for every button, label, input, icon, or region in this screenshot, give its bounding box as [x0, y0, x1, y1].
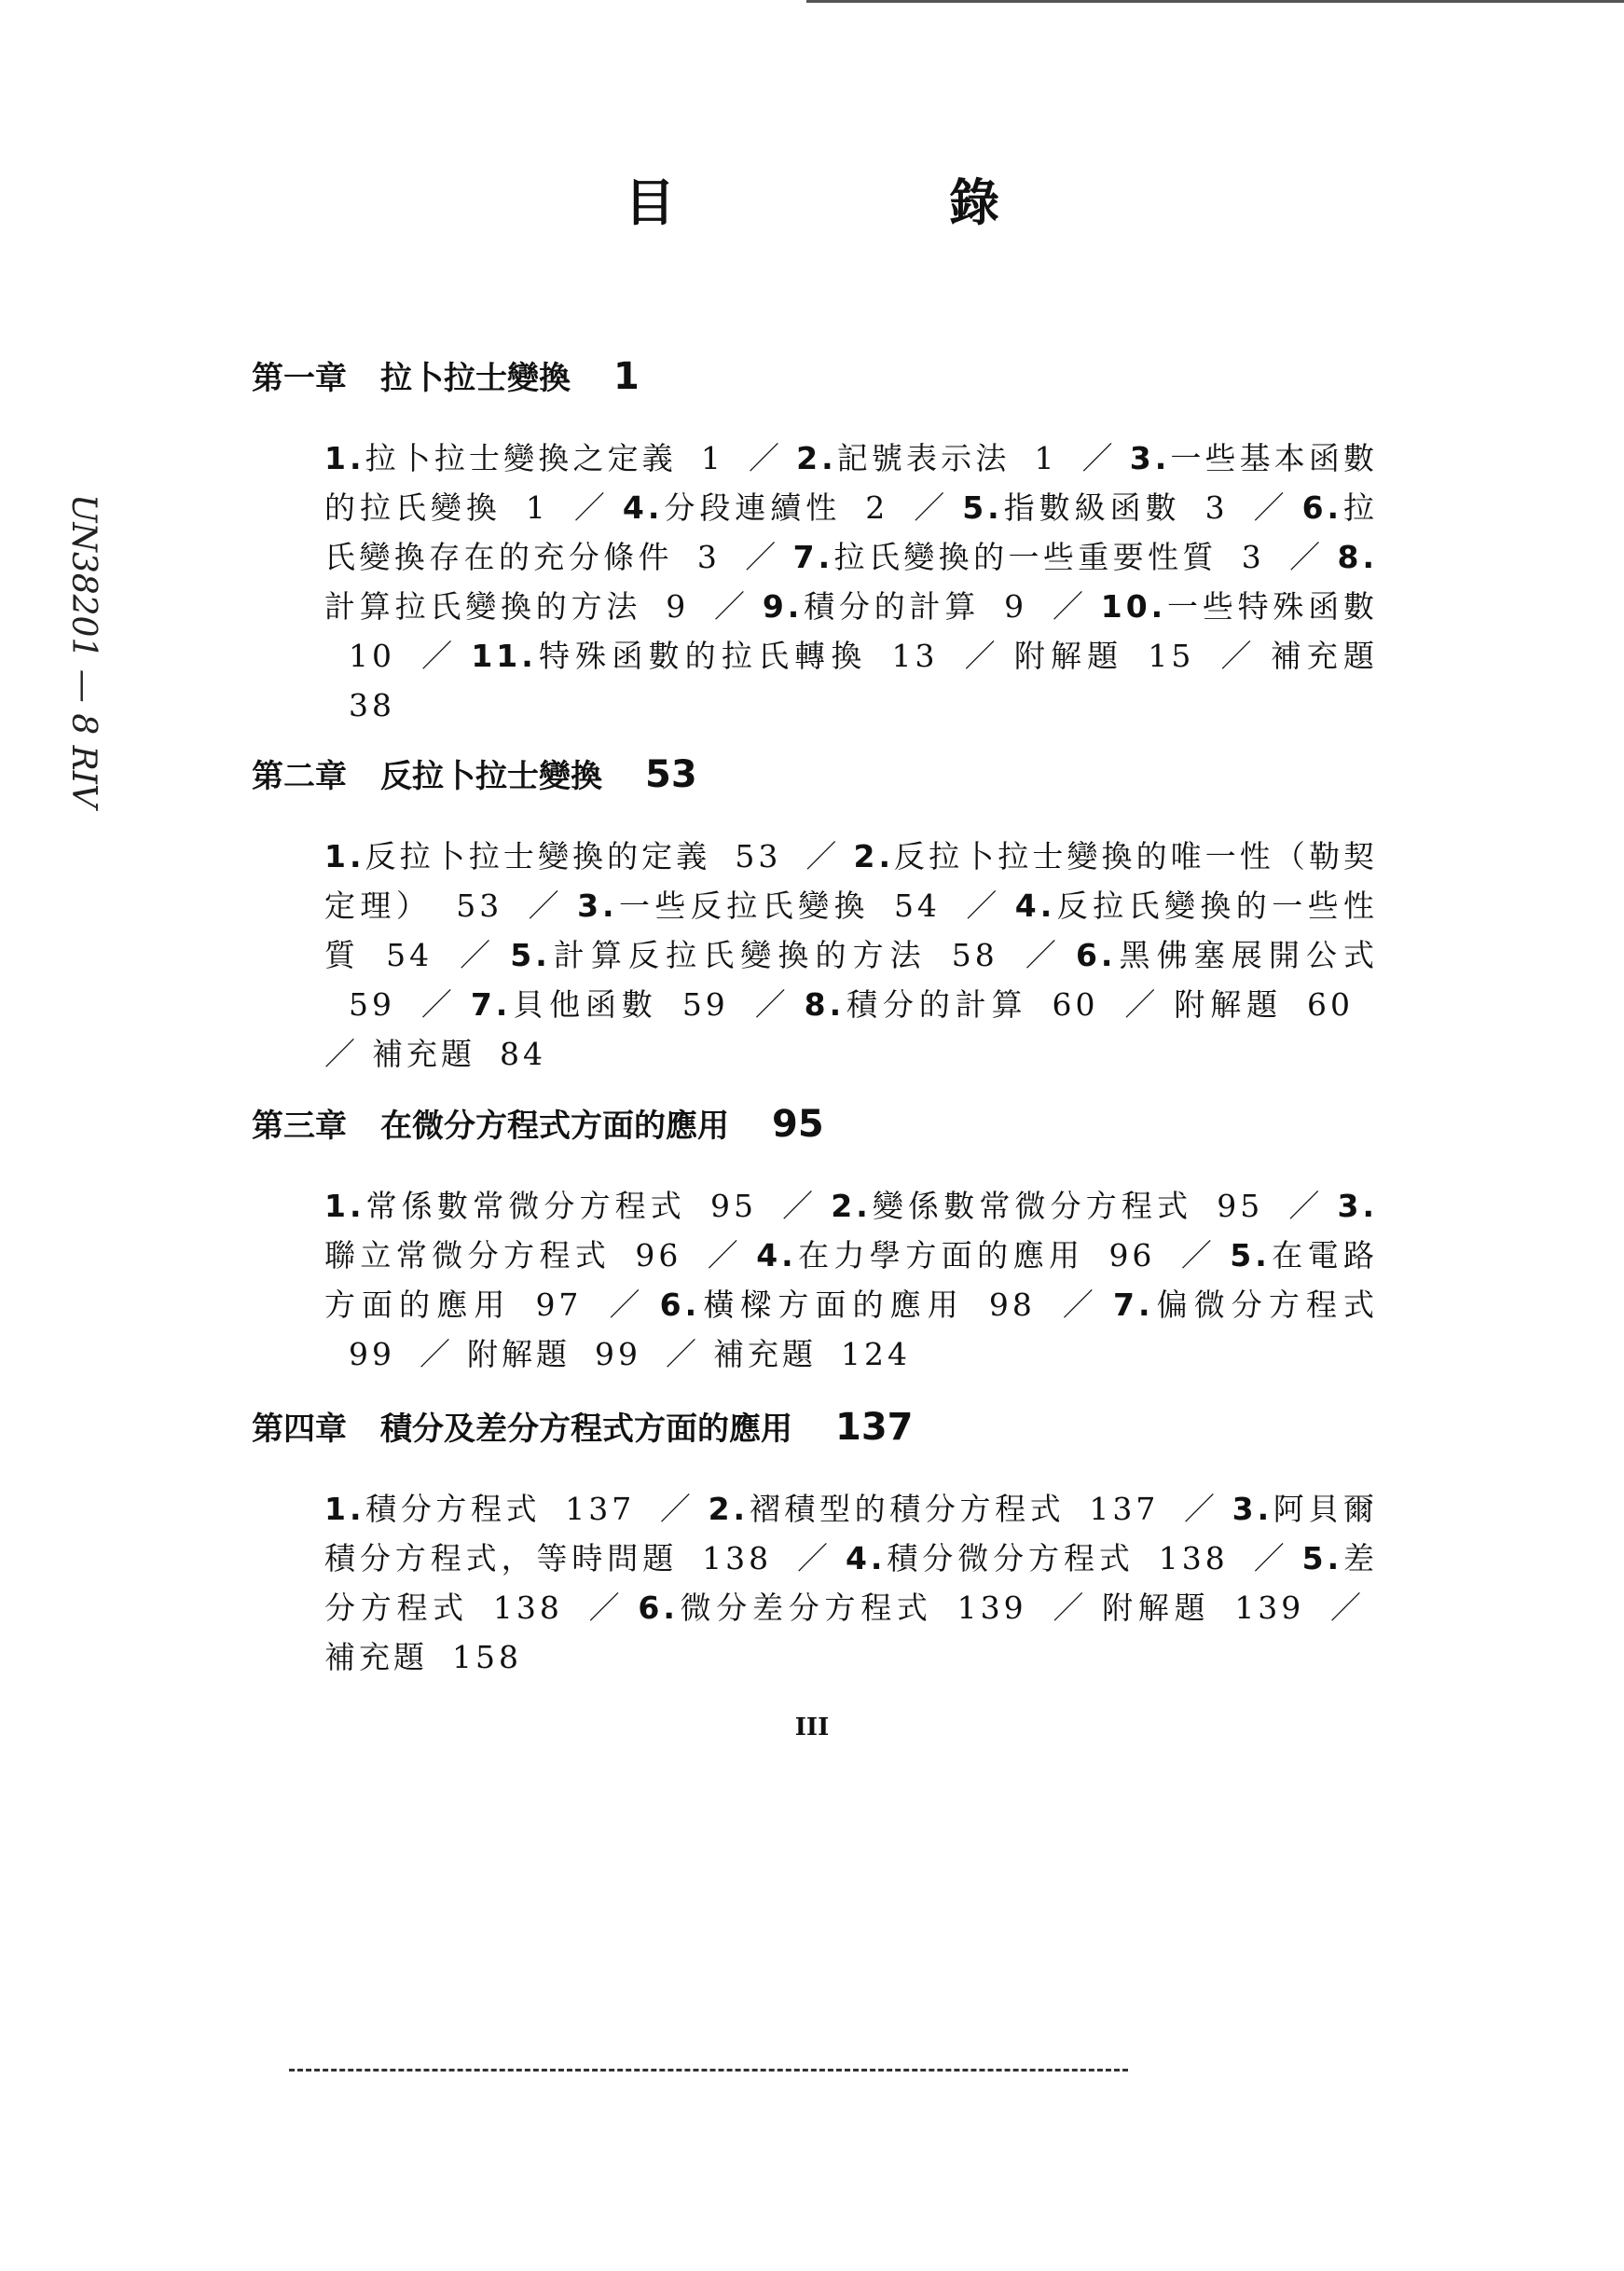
slash-separator: ／ — [420, 986, 458, 1023]
slash-separator: ／ — [324, 1036, 359, 1072]
slash-separator: ／ — [1288, 539, 1325, 575]
entry-title: 積分的計算 — [803, 588, 981, 625]
slash-separator: ／ — [420, 1336, 454, 1372]
entry-title: 一些反拉氏變換 — [617, 888, 870, 924]
chapter-title: 積分及差分方程式方面的應用 — [380, 1411, 792, 1448]
slash-separator: ／ — [1081, 440, 1117, 476]
entry-page: 3 — [696, 539, 721, 575]
toc-entry — [659, 1491, 1183, 1527]
entry-title: 褶積型的積分方程式 — [749, 1491, 1066, 1527]
entry-number: 4. — [622, 489, 664, 526]
chapter-3 — [252, 1100, 1398, 1379]
entry-number: 10. — [1100, 588, 1167, 625]
entry-page: 139 — [957, 1590, 1027, 1626]
entry-title: 拉氏變換存在的充分條件 — [324, 489, 1379, 575]
entry-number: 9. — [762, 588, 804, 625]
slash-separator: ／ — [805, 838, 841, 874]
entry-title: 特殊函數的拉氏轉換 — [536, 638, 868, 674]
entry-title: 反拉氏變換的一些性質 — [324, 888, 1379, 973]
entry-page: 1 — [1034, 440, 1058, 476]
toc-entry — [796, 1540, 1253, 1576]
entry-number: 4. — [845, 1540, 887, 1576]
entry-number: 3. — [1129, 440, 1171, 476]
slash-separator: ／ — [962, 638, 1001, 674]
entry-title: 橫樑方面的應用 — [700, 1287, 965, 1323]
entry-title: 附解題 — [1102, 1590, 1211, 1626]
entry-number: 1. — [324, 440, 365, 476]
entry-page: 13 — [891, 638, 939, 674]
top-rule — [806, 0, 1624, 3]
slash-separator: ／ — [606, 1287, 647, 1323]
entry-title: 記號表示法 — [836, 440, 1011, 476]
slash-separator: ／ — [659, 1491, 695, 1527]
entry-title: 積分的計算 — [845, 986, 1028, 1023]
entry-number: 5. — [510, 937, 551, 973]
margin-note: UN38201 — 8 RIV — [64, 494, 103, 808]
entry-page: 9 — [666, 588, 690, 625]
entry-title: 拉卜拉士變換之定義 — [365, 440, 677, 476]
entry-number: 6. — [1075, 937, 1117, 973]
entry-page: 54 — [386, 937, 434, 973]
toc-entry — [745, 539, 1289, 575]
entry-title: 反拉卜拉士變換的唯一性（勒契定理） — [324, 838, 1379, 924]
entry-title: 黑佛塞展開公式 — [1116, 937, 1379, 973]
slash-separator: ／ — [1022, 937, 1063, 973]
chapter-heading — [252, 1100, 1398, 1146]
entry-page: 99 — [595, 1336, 641, 1372]
entry-title: 指數級函數 — [1002, 489, 1181, 526]
entry-title: 偏微分方程式 — [1153, 1287, 1379, 1323]
entry-title: 積分微分方程式 — [886, 1540, 1135, 1576]
slash-separator: ／ — [1183, 1491, 1219, 1527]
slash-separator: ／ — [780, 1188, 819, 1224]
entry-title: 反拉卜拉士變換的定義 — [365, 838, 711, 874]
entry-title: 變係數常微分方程式 — [871, 1188, 1193, 1224]
entry-title: 分段連續性 — [663, 489, 842, 526]
toc-entry — [1052, 1590, 1329, 1626]
entry-number: 1. — [324, 838, 365, 874]
slash-separator: ／ — [572, 489, 610, 526]
entry-page: 99 — [349, 1336, 395, 1372]
entry-number: 6. — [1301, 489, 1343, 526]
chapter-label: 第一章 — [252, 360, 347, 397]
entry-page: 3 — [1241, 539, 1265, 575]
entry-page: 98 — [988, 1287, 1036, 1323]
chapter-entries — [324, 1181, 1378, 1379]
slash-separator: ／ — [796, 1540, 833, 1576]
toc-entry — [781, 1188, 1287, 1224]
chapter-entries — [324, 434, 1378, 730]
slash-separator: ／ — [1179, 1237, 1218, 1273]
slash-separator: ／ — [1052, 588, 1088, 625]
entry-title: 積分方程式 — [365, 1491, 542, 1527]
slash-separator: ／ — [1051, 1590, 1090, 1626]
chapter-heading — [252, 352, 1398, 398]
toc-entry — [324, 440, 749, 476]
slash-separator: ／ — [1252, 1540, 1289, 1576]
entry-page: 97 — [535, 1287, 583, 1323]
entry-page: 124 — [841, 1336, 911, 1372]
chapter-1 — [252, 352, 1398, 730]
entry-page: 58 — [951, 937, 998, 973]
entry-title: 拉氏變換的一些重要性質 — [833, 539, 1218, 575]
entry-page: 139 — [1234, 1590, 1305, 1626]
entry-number: 5. — [962, 489, 1003, 526]
entry-page: 96 — [1108, 1237, 1156, 1273]
entry-page: 59 — [349, 986, 395, 1023]
toc-entry — [587, 1590, 1052, 1626]
entry-page: 9 — [1004, 588, 1028, 625]
entry-page: 1 — [525, 489, 549, 526]
entry-page: 1 — [700, 440, 724, 476]
entry-number: 5. — [1301, 1540, 1343, 1576]
entry-title: 微分差分方程式 — [678, 1590, 933, 1626]
slash-separator: ／ — [1287, 1188, 1325, 1224]
slash-separator: ／ — [964, 888, 1002, 924]
entry-number: 7. — [792, 539, 834, 575]
entry-page: 95 — [709, 1188, 757, 1224]
entry-title: 常係數常微分方程式 — [365, 1188, 686, 1224]
chapter-entries — [324, 1484, 1378, 1682]
entry-number: 8. — [804, 986, 846, 1023]
entry-page: 137 — [565, 1491, 636, 1527]
entry-title: 附解題 — [467, 1336, 571, 1372]
entry-title: 在力學方面的應用 — [796, 1237, 1085, 1273]
slash-separator: ／ — [744, 539, 780, 575]
entry-number: 5. — [1230, 1237, 1271, 1273]
entry-title: 在電路方面的應用 — [324, 1237, 1379, 1323]
entry-page: 54 — [893, 888, 941, 924]
entry-page: 2 — [865, 489, 889, 526]
entry-page: 137 — [1089, 1491, 1160, 1527]
entry-page: 3 — [1204, 489, 1229, 526]
page-title: 目 錄 — [625, 173, 1111, 232]
toc-entry — [573, 489, 913, 526]
entry-page: 138 — [702, 1540, 773, 1576]
entry-title: 一些基本函數的拉氏變換 — [324, 440, 1379, 526]
entry-page: 60 — [1052, 986, 1099, 1023]
toc-entry — [420, 638, 963, 674]
toc-entry — [913, 489, 1252, 526]
entry-title: 補充題 — [713, 1336, 817, 1372]
entry-page: 84 — [500, 1036, 546, 1072]
entry-page: 15 — [1148, 638, 1195, 674]
slash-separator: ／ — [1059, 1287, 1101, 1323]
chapter-page: 137 — [835, 1406, 914, 1449]
entry-number: 3. — [577, 888, 618, 924]
chapter-2 — [252, 750, 1398, 1079]
toc-entry — [749, 440, 1082, 476]
entry-title: 差分方程式 — [324, 1540, 1379, 1626]
chapter-heading — [252, 750, 1398, 796]
chapter-page: 1 — [613, 355, 640, 398]
chapter-page: 95 — [772, 1103, 824, 1146]
toc-entry — [706, 1237, 1179, 1273]
slash-separator: ／ — [586, 1590, 626, 1626]
slash-separator: ／ — [527, 888, 565, 924]
entry-number: 2. — [708, 1491, 750, 1527]
toc-entry — [324, 1036, 571, 1072]
slash-separator: ／ — [748, 440, 784, 476]
chapter-label: 第三章 — [252, 1108, 347, 1145]
chapter-heading — [252, 1403, 1398, 1449]
toc-entry — [324, 1491, 659, 1527]
entry-page: 138 — [1158, 1540, 1229, 1576]
entry-number: 2. — [831, 1188, 872, 1224]
chapter-label: 第四章 — [252, 1411, 347, 1448]
entry-number: 8. — [1337, 539, 1379, 575]
entry-number: 3. — [1232, 1491, 1273, 1527]
entry-title: 補充題 — [324, 1639, 428, 1675]
entry-page: 59 — [681, 986, 729, 1023]
entry-number: 4. — [1014, 888, 1056, 924]
slash-separator: ／ — [457, 937, 498, 973]
entry-title: 計算拉氏變換的方法 — [324, 588, 642, 625]
toc-entry — [457, 937, 1023, 973]
toc-entry — [1123, 986, 1379, 1023]
entry-number: 3. — [1337, 1188, 1379, 1224]
toc-entry — [666, 1336, 935, 1372]
slash-separator: ／ — [1122, 986, 1162, 1023]
slash-separator: ／ — [1328, 1590, 1366, 1626]
toc-entry — [324, 838, 805, 874]
slash-separator: ／ — [713, 588, 750, 625]
entry-title: 附解題 — [1013, 638, 1124, 674]
slash-separator: ／ — [1218, 638, 1258, 674]
entry-page: 96 — [635, 1237, 682, 1273]
toc-entry — [420, 1336, 666, 1372]
entry-title: 附解題 — [1174, 986, 1284, 1023]
toc-entry — [324, 1188, 781, 1224]
entry-title: 補充題 — [1270, 638, 1379, 674]
entry-number: 6. — [659, 1287, 701, 1323]
chapter-label: 第二章 — [252, 758, 347, 795]
entry-title: 聯立常微分方程式 — [324, 1237, 612, 1273]
entry-title: 一些特殊函數 — [1166, 588, 1379, 625]
toc-entry — [753, 986, 1123, 1023]
entry-number: 7. — [470, 986, 512, 1023]
entry-number: 11. — [471, 638, 537, 674]
entry-number: 4. — [756, 1237, 797, 1273]
toc-entry — [527, 888, 965, 924]
entry-page: 60 — [1307, 986, 1355, 1023]
toc-entry — [420, 986, 753, 1023]
entry-page: 10 — [349, 638, 395, 674]
chapter-title: 在微分方程式方面的應用 — [380, 1108, 729, 1145]
bottom-rule — [289, 2069, 1128, 2071]
slash-separator: ／ — [666, 1336, 700, 1372]
page-number: III — [794, 1714, 830, 1741]
slash-separator: ／ — [752, 986, 791, 1023]
toc-entry — [713, 588, 1052, 625]
entry-number: 2. — [796, 440, 837, 476]
chapter-page: 53 — [645, 753, 697, 796]
entry-page: 53 — [735, 838, 782, 874]
slash-separator: ／ — [420, 638, 459, 674]
entry-number: 1. — [324, 1188, 365, 1224]
chapter-entries — [324, 832, 1378, 1079]
entry-page: 138 — [492, 1590, 563, 1626]
entry-page: 53 — [456, 888, 503, 924]
entry-number: 1. — [324, 1491, 365, 1527]
entry-page: 38 — [349, 687, 395, 723]
slash-separator: ／ — [913, 489, 950, 526]
slash-separator: ／ — [1252, 489, 1289, 526]
entry-title: 計算反拉氏變換的方法 — [550, 937, 928, 973]
entry-title: 貝他函數 — [511, 986, 658, 1023]
entry-number: 2. — [853, 838, 894, 874]
entry-number: 6. — [638, 1590, 679, 1626]
entry-page: 158 — [452, 1639, 522, 1675]
chapter-title: 反拉卜拉士變換 — [380, 758, 602, 795]
toc-entry — [606, 1287, 1059, 1323]
entry-title: 補充題 — [372, 1036, 475, 1072]
toc-entry — [963, 638, 1219, 674]
slash-separator: ／ — [706, 1237, 744, 1273]
chapter-title: 拉卜拉士變換 — [380, 360, 571, 397]
chapter-4 — [252, 1403, 1398, 1682]
entry-title: 阿貝爾積分方程式，等時問題 — [324, 1491, 1379, 1576]
entry-number: 7. — [1113, 1287, 1154, 1323]
entry-page: 95 — [1217, 1188, 1264, 1224]
